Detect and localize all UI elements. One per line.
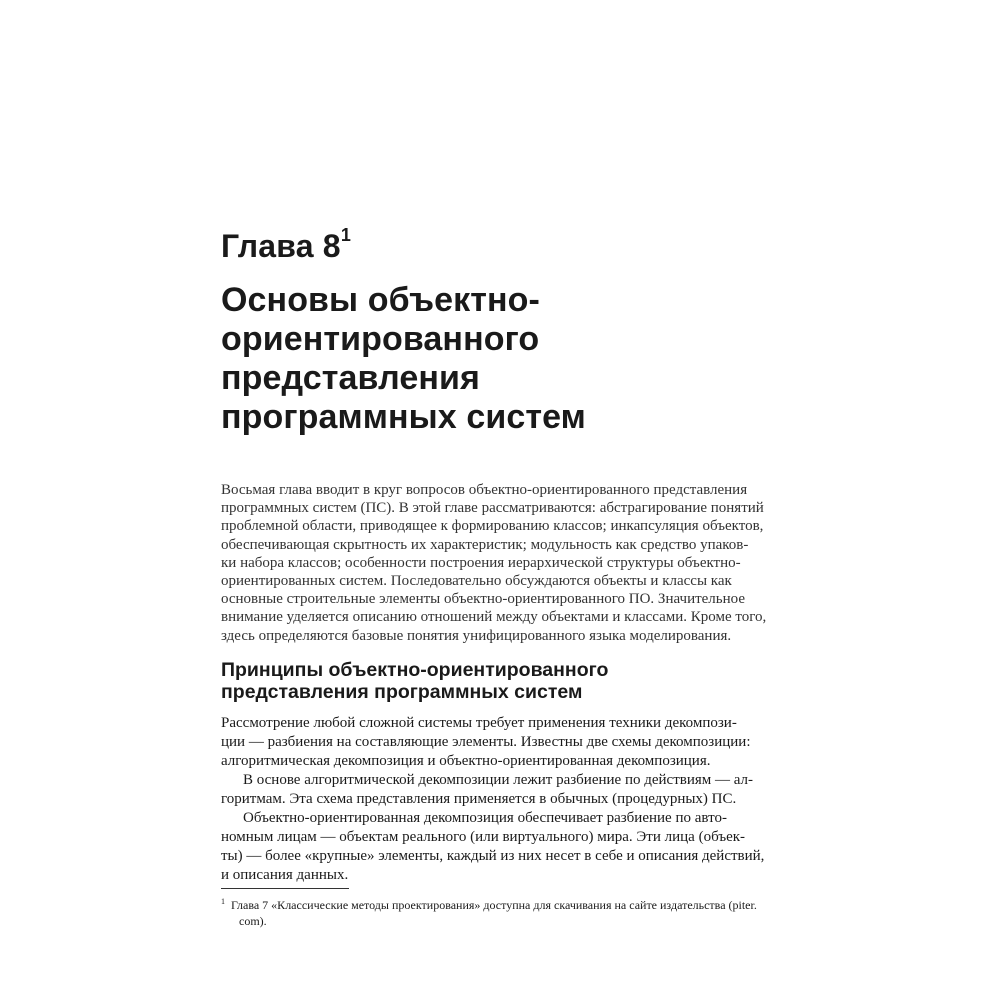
section-heading-line: Принципы объектно-ориентированного [221,659,609,681]
chapter-title [221,281,586,437]
intro-line: основные строительные элементы объектно-ориентированного ПО. Значительное [221,591,746,608]
intro-line: внимание уделяется описанию отношений между объектами и классами. Кроме того, [221,609,767,626]
intro-line: программных систем (ПС). В этой главе рассматриваются: абстрагирование понятий [221,500,764,517]
body-line: В основе алгоритмической декомпозиции лежит разбиение по действиям — ал- [243,772,754,788]
footnote-line [221,894,781,913]
body-line: ты) — более «крупные» элементы, каждый из них несет в себе и описания действий, [221,848,765,864]
body-line: горитмам. Эта схема представления применяется в обычных (процедурных) ПС. [221,791,737,807]
intro-line: здесь определяются базовые понятия унифицированного языка моделирования. [221,627,732,644]
chapter-title-line: представления [221,359,480,397]
intro-line: ки набора классов; особенности построения иерархической структуры объектно- [221,554,741,571]
chapter-label [221,226,351,266]
intro-line: ориентированных систем. Последовательно обсуждаются объекты и классы как [221,573,732,590]
footnote-line: com). [239,914,267,928]
chapter-title-line: программных систем [221,398,586,436]
footnote-text: Глава 7 «Классические методы проектирования» доступна для скачивания на сайте издательства (piter. [231,898,757,912]
section-heading [221,659,608,703]
intro-line: обеспечивающая скрытность их характеристик; модульность как средство упаков- [221,536,749,553]
intro-line: Восьмая глава вводит в круг вопросов объектно-ориентированного представления [221,482,748,498]
chapter-title-line: Основы объектно- [221,281,540,319]
chapter-title-line: ориентированного [221,320,540,358]
footnote-divider [221,888,349,889]
body-line: Рассмотрение любой сложной системы требует применения техники декомпози- [221,715,737,731]
intro-line: проблемной области, приводящее к формированию классов; инкапсуляция объектов, [221,518,764,535]
body-line: алгоритмическая декомпозиция и объектно-ориентированная декомпозиция. [221,753,711,769]
body-line: номным лицам — объектам реального (или виртуального) мира. Эти лица (объек- [221,829,746,845]
body-line: и описания данных. [221,867,349,883]
chapter-number: Глава 8 [221,228,341,264]
body-line: ции — разбиения на составляющие элементы. Известны две схемы декомпозиции: [221,734,751,750]
footnote [221,894,781,929]
chapter-intro [221,481,781,645]
section-body [221,714,786,885]
chapter-footnote-mark: 1 [340,225,352,246]
footnote-mark: 1 [221,897,225,906]
section-heading-line: представления программных систем [221,681,583,703]
body-line: Объектно-ориентированная декомпозиция обеспечивает разбиение по авто- [243,810,727,826]
